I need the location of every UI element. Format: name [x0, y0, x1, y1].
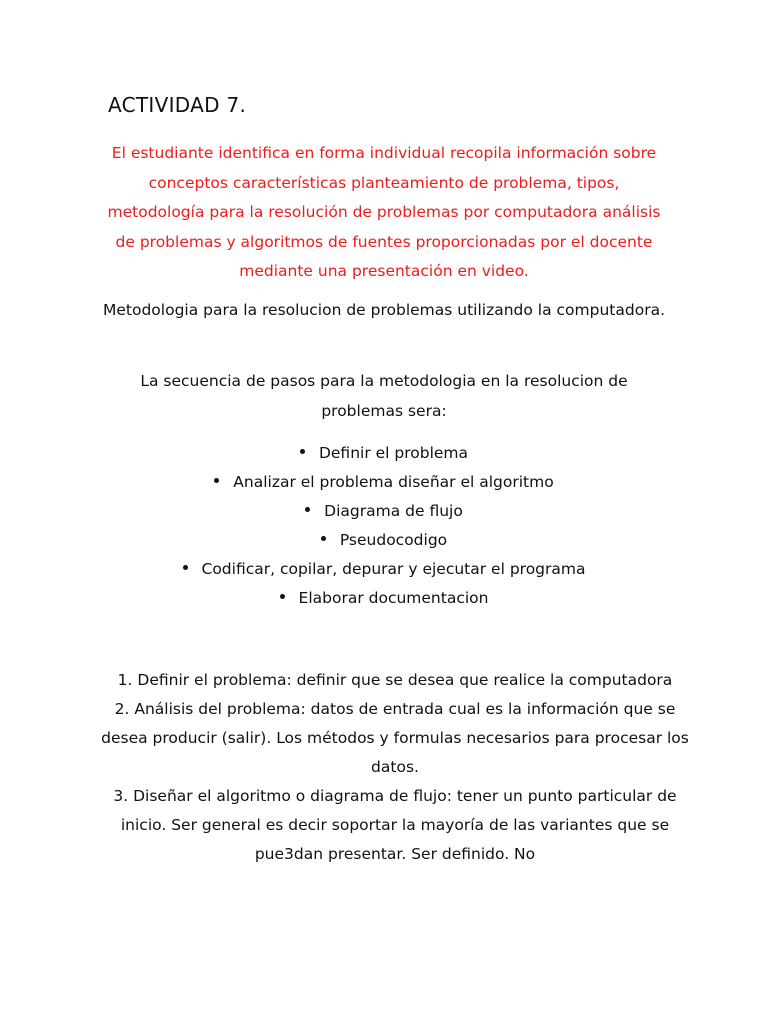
bullet-text: Definir el problema	[318, 444, 469, 462]
bullet-item	[100, 468, 668, 497]
bullet-item	[100, 526, 668, 555]
bullet-item	[100, 497, 668, 526]
bullet-text: Diagrama de flujo	[324, 502, 463, 520]
intro-paragraph: El estudiante identifica en forma individual recopila información sobre conceptos características planteamiento de problema, tipos, metodología para la resolución de problemas por computadora análisis de problemas y algoritmos de fuentes proporcionadas por el docente mediante una presentación en video.	[107, 144, 661, 280]
bullet-dot-icon	[300, 449, 305, 454]
step-item: 2. Análisis del problema: datos de entrada cual es la información que se desea producir (salir). Los métodos y formulas necesarios para procesar los datos.	[101, 700, 689, 776]
bullet-item	[100, 555, 668, 584]
numbered-steps-list	[100, 666, 690, 869]
step-item: 3. Diseñar el algoritmo o diagrama de flujo: tener un punto particular de inicio. Ser general es decir soportar la mayoría de las variantes que se pue3dan presentar. Ser definido. No	[113, 787, 677, 863]
bullet-item	[100, 439, 668, 468]
steps-sequence-paragraph: La secuencia de pasos para la metodologia en la resolucion de problemas sera:	[140, 372, 628, 420]
bullet-dot-icon	[321, 536, 326, 541]
bullet-dot-icon	[305, 507, 310, 512]
bullet-text: Analizar el problema diseñar el algoritmo	[233, 473, 554, 491]
page-title: ACTIVIDAD 7.	[108, 93, 247, 117]
bullet-list	[100, 439, 668, 613]
bullet-item	[100, 584, 668, 613]
bullet-dot-icon	[183, 565, 188, 570]
bullet-dot-icon	[214, 478, 219, 483]
bullet-text: Pseudocodigo	[339, 531, 448, 549]
step-item: 1. Definir el problema: definir que se desea que realice la computadora	[117, 671, 673, 689]
methodology-title-paragraph: Metodologia para la resolucion de problemas utilizando la computadora.	[103, 301, 665, 319]
bullet-text: Codificar, copilar, depurar y ejecutar el programa	[201, 560, 586, 578]
bullet-dot-icon	[280, 594, 285, 599]
bullet-text: Elaborar documentacion	[298, 589, 489, 607]
